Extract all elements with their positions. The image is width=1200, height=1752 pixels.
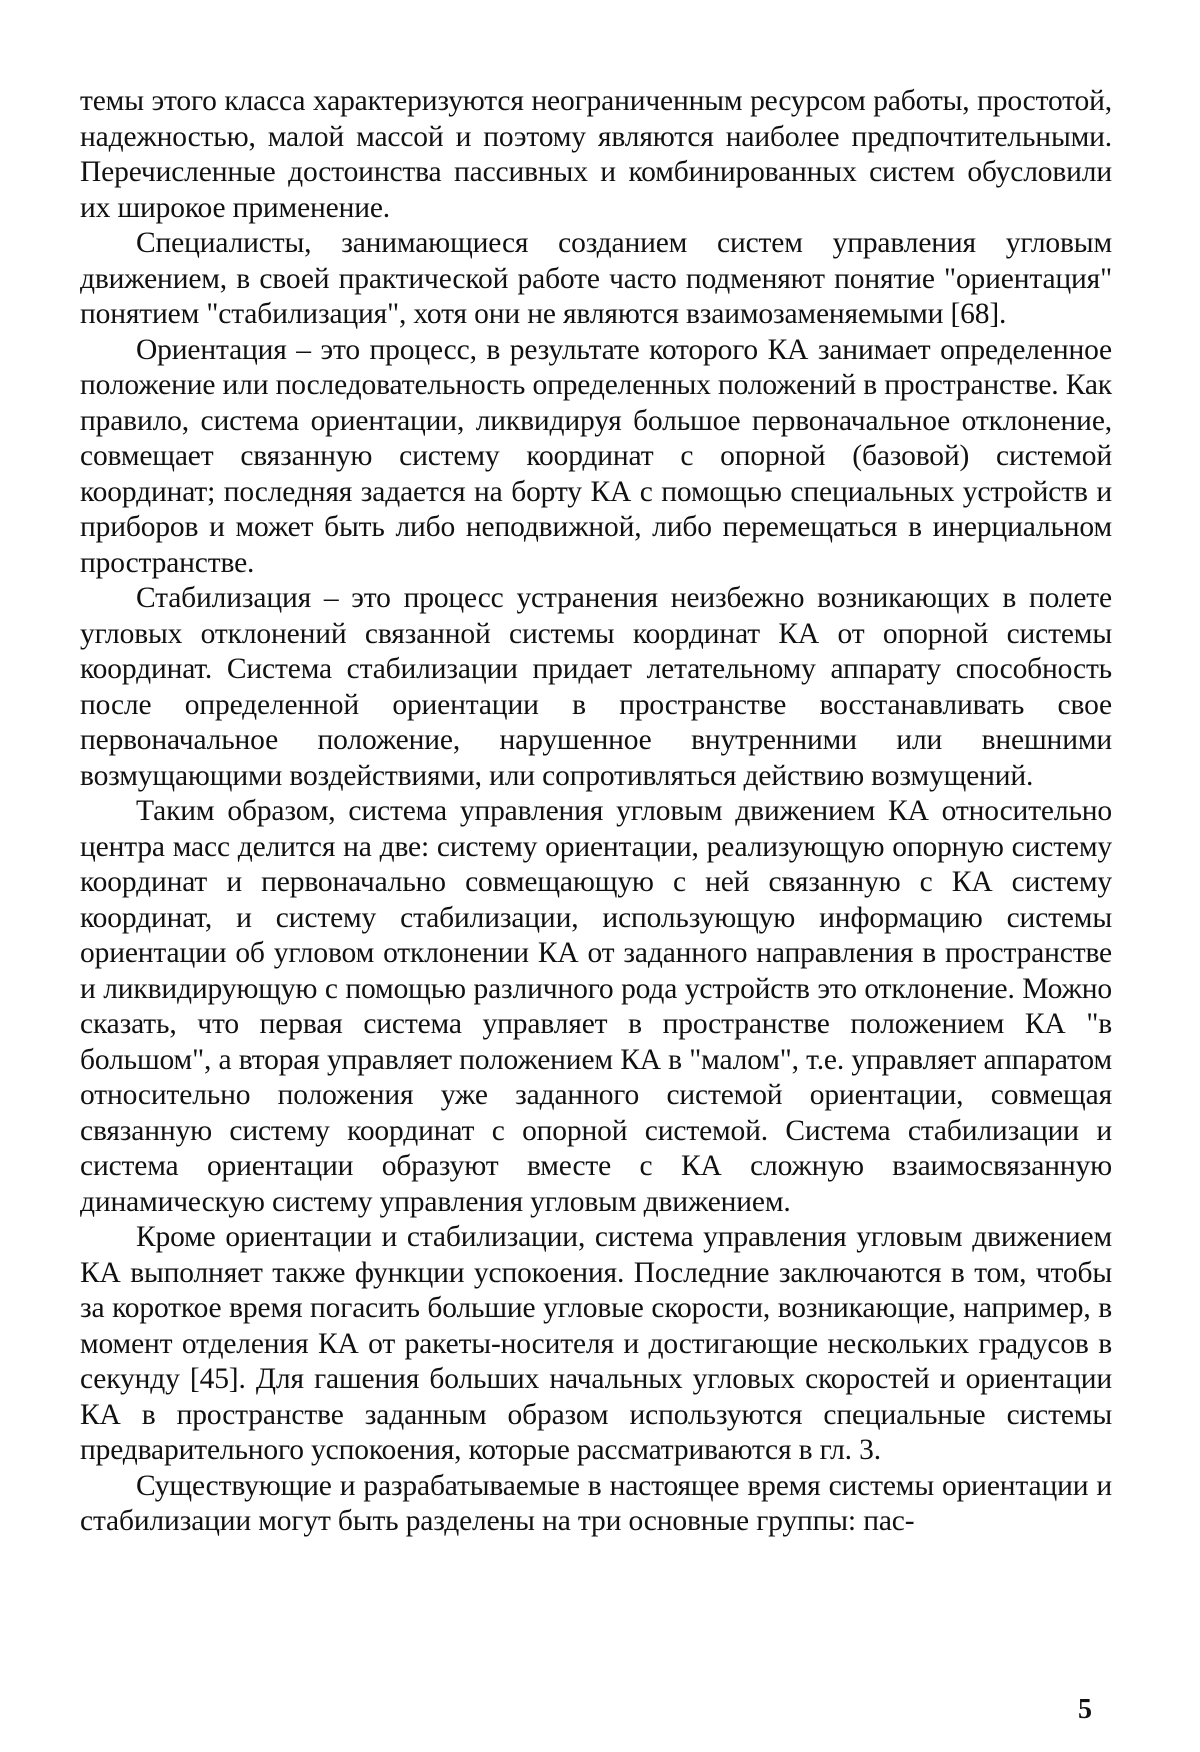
paragraph-control-system-division: Таким образом, система управления угловым движением КА относительно центра масс делится на две: систему ориентации, реализующую опорную систему координат и первоначально совмещающую с ней связанную с КА систему координат, и систему стабилизации, использующую информацию системы ориентации об угловом отклонении КА от заданного направления в пространстве и ликвидирующую с помощью различного рода устройств это отклонение. Можно сказать, что первая система управляет в пространстве положением КА "в большом", а вторая управляет положением КА в "малом", т.е. управляет аппаратом относительно положения уже заданного системой ориентации, совмещая связанную систему координат с опорной системой. Система стабилизации и система ориентации образуют вместе с КА сложную взаимосвязанную динамическую систему управления угловым движением.: [80, 795, 1112, 1218]
paragraph-orientation-definition: Ориентация – это процесс, в результате которого КА занимает определенное положение или последовательность определенных положений в пространстве. Как правило, система ориентации, ликвидируя большое первоначальное отклонение, совмещает связанную систему координат с опорной (базовой) системой координат; последняя задается на борту КА с помощью специальных устройств и приборов и может быть либо неподвижной, либо перемещаться в инерциальном пространстве.: [80, 333, 1112, 579]
paragraph-damping-function: Кроме ориентации и стабилизации, система управления угловым движением КА выполняет также функции успокоения. Последние заключаются в том, чтобы за короткое время погасить большие угловые скорости, возникающие, например, в момент отделения КА от ракеты-носителя и достигающие нескольких градусов в секунду [45]. Для гашения больших начальных угловых скоростей и ориентации КА в пространстве заданным образом используются специальные системы предварительного успокоения, которые рассматриваются в гл. 3.: [80, 1221, 1112, 1466]
paragraph-definitions-confusion: Специалисты, занимающиеся созданием систем управления угловым движением, в своей практической работе часто подменяют понятие "ориентация" понятием "стабилизация", хотя они не являются взаимозаменяемыми [68].: [80, 227, 1112, 330]
paragraph-system-groups: Существующие и разрабатываемые в настоящее время системы ориентации и стабилизации могут быть разделены на три основные группы: пас-: [80, 1469, 1112, 1537]
page-body: [80, 84, 1112, 1540]
paragraph-continuation: темы этого класса характеризуются неограниченным ресурсом работы, простотой, надежностью, малой массой и поэтому являются наиболее предпочтительными. Перечисленные достоинства пассивных и комбинированных систем обусловили их широкое применение.: [80, 85, 1112, 224]
page-number: 5: [1078, 1694, 1092, 1725]
paragraph-stabilization-definition: Стабилизация – это процесс устранения неизбежно возникающих в полете угловых отклонений связанной системы координат КА от опорной системы координат. Система стабилизации придает летательному аппарату способность после определенной ориентации в пространстве восстанавливать свое первоначальное положение, нарушенное внутренними или внешними возмущающими воздействиями, или сопротивляться действию возмущений.: [80, 582, 1112, 792]
